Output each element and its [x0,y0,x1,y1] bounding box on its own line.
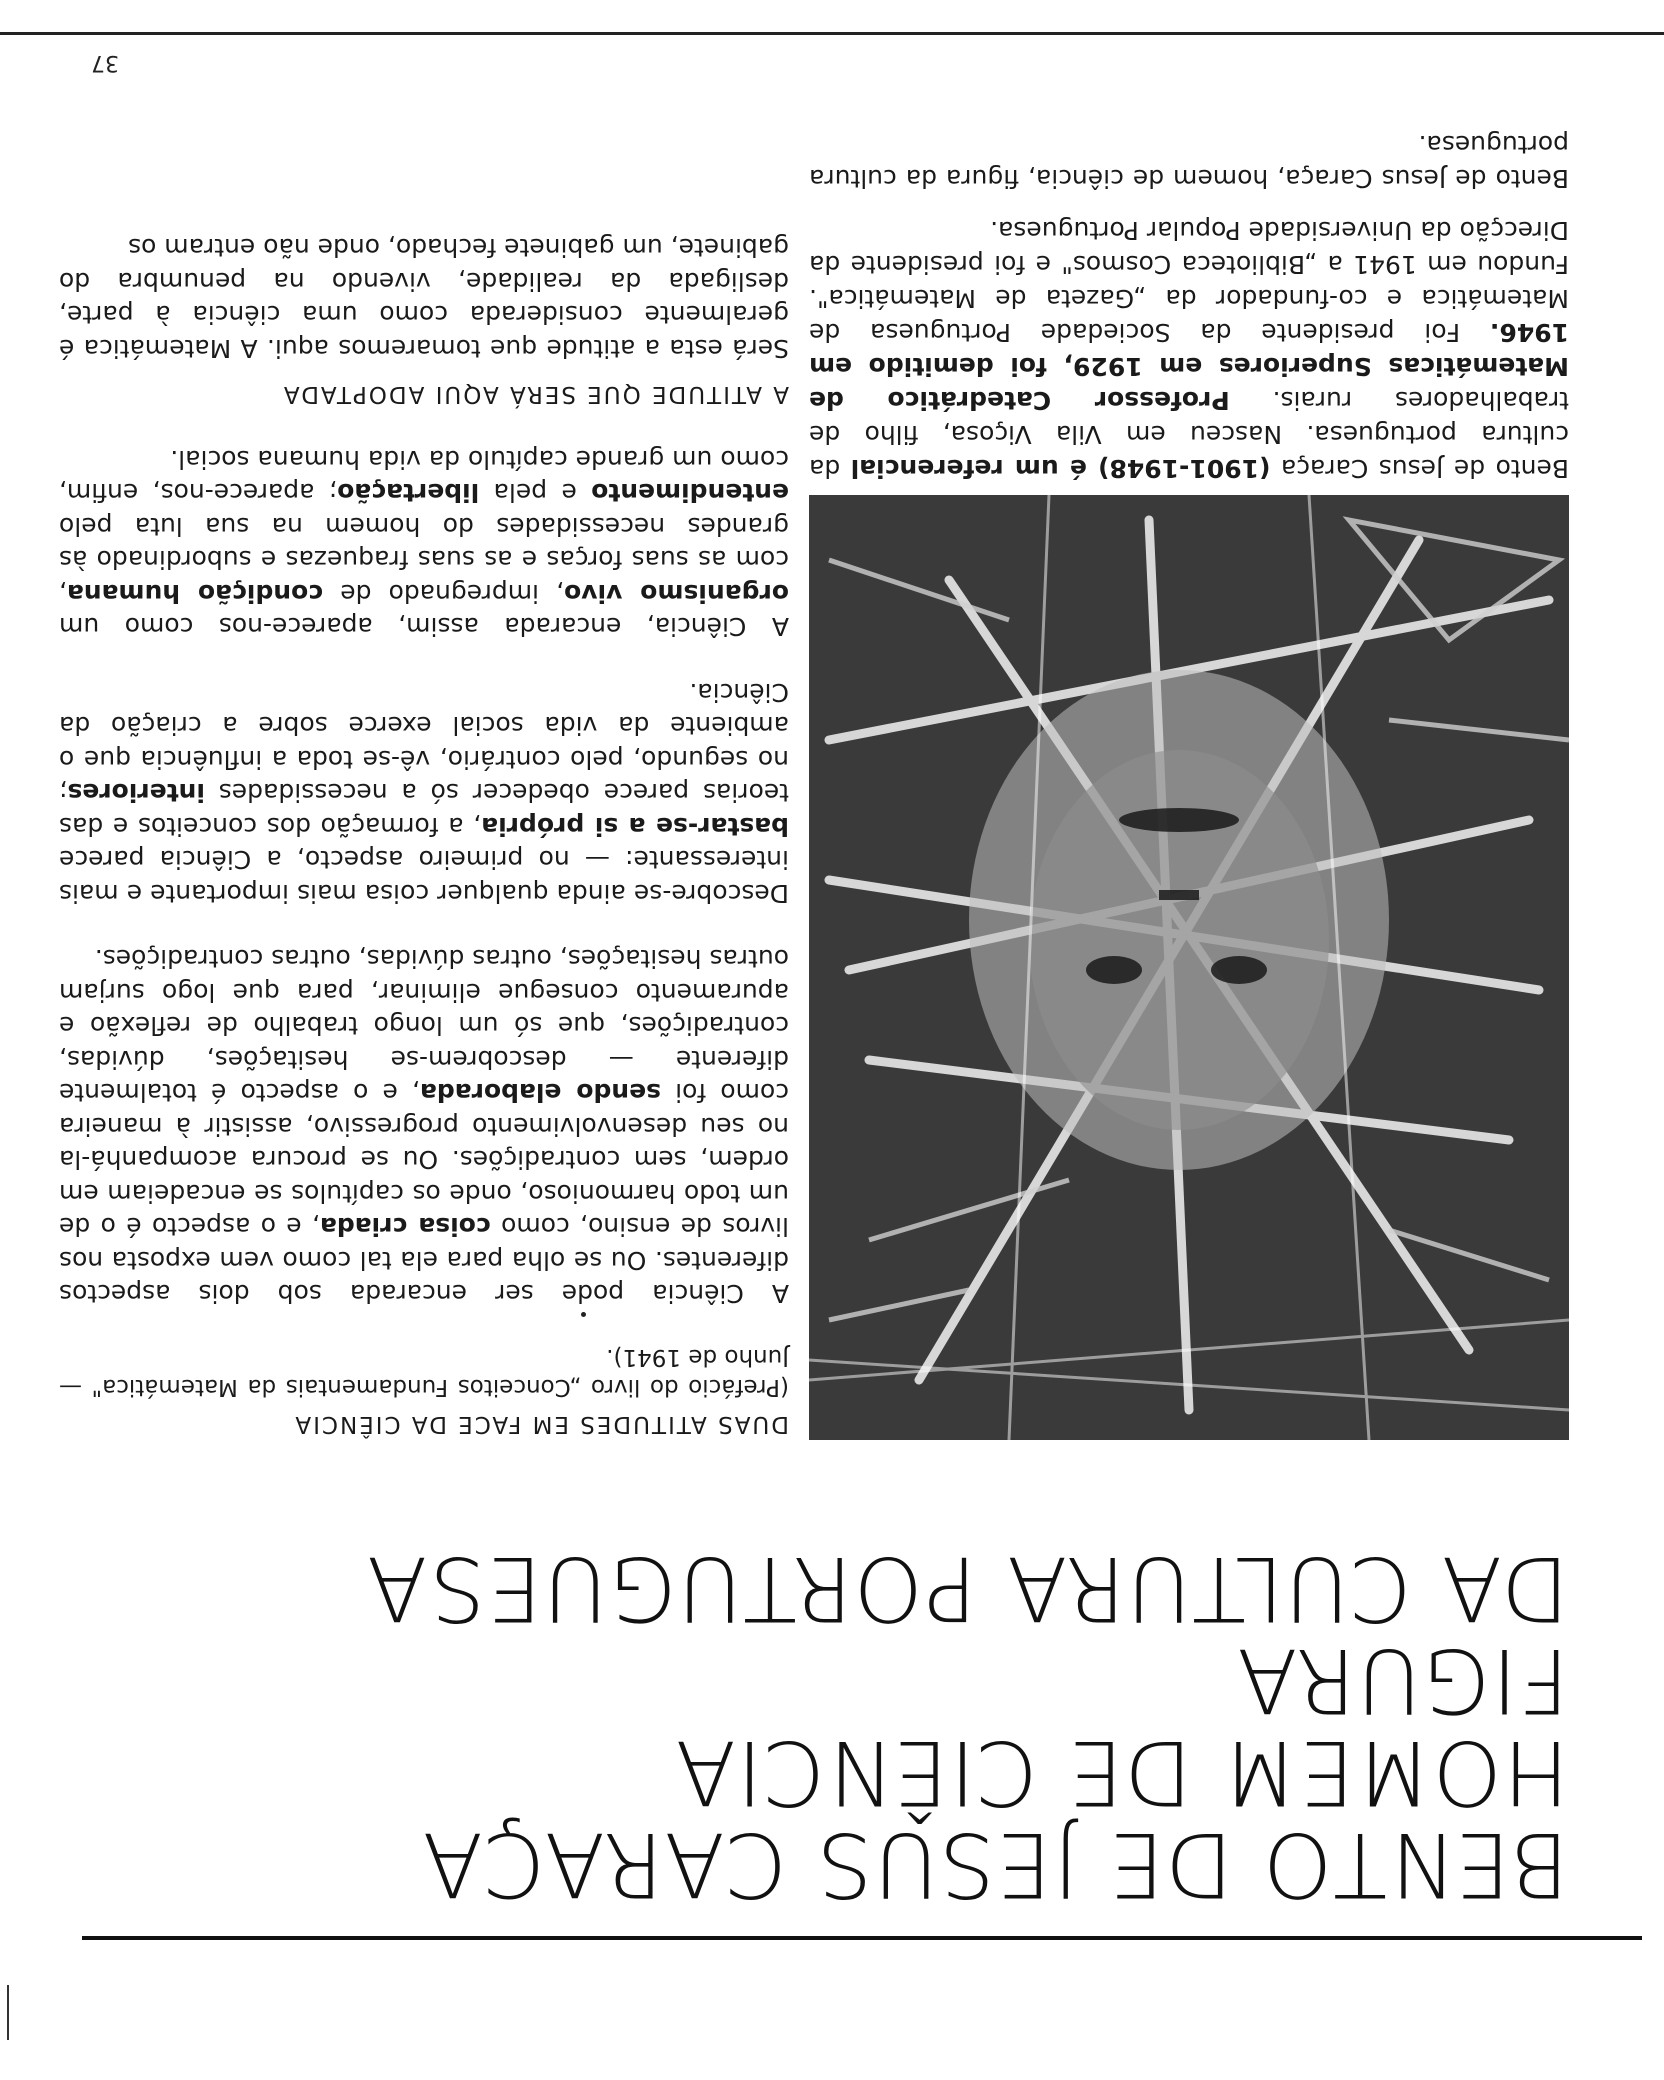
edge-mark [7,1985,9,2040]
horizontal-rule [82,1936,1642,1940]
page-number: 37 [91,50,119,75]
article-body [59,199,789,1440]
title-line-2: HOMEM DE CIÊNCIA [674,1721,1569,1824]
biography-paragraph: Bento de Jesus Caraça (1901-1948) é um referencial da cultura portuguesa. Nasceu em Vila Viçosa, filho de trabalhadores rurais. Professor Catedrático de Matemáticas Superiores em 1929, foi demitido em 1946. Foi presidente da Sociedade Portuguesa de Matemática e co-fundador da „Gazeta de Matemática". Fundou em 1941 a „Biblioteca Cosmos" e foi presidente da Direcção da Universidade Popular Portuguesa. [808,216,1569,483]
citation: (Prefácio do livro „Conceitos Fundamentais da Matemática" — Junho de 1941). [59,1344,789,1401]
section-heading-2: A ATITUDE QUE SERÁ AQUI ADOPTADA [281,381,789,408]
title-line-1: BENTO DE JESUS CARAÇA [421,1813,1569,1916]
paragraph-4: Será esta a atitude que tomaremos aqui. A Matemática é geralmente considerada como uma ciência à parte, desligada da realidade, vivendo na penumbra do gabinete, um gabinete fechado, onde não entram os [59,233,789,363]
page-bottom-edge-line [0,32,1664,35]
paragraph-3: A Ciência, encarada assim, aparece-nos como um organismo vivo, impregnado de condição humana, com as suas forças e as suas fraquezas e subordinado às grandes necessidades do homem na sua luta pelo entendimento e pela libertação; aparece-nos, enfim, como um grande capítulo da vida humana social. [59,445,789,642]
photo-caption: Bento de Jesus Caraça, homem de ciência, figura da cultura portuguesa. [809,130,1569,193]
portrait-photo [809,495,1569,1440]
title-line-4: DA CULTURA PORTUGUESA [365,1537,1569,1640]
paragraph-1: A Ciência pode ser encarada sob dois aspectos diferentes. Ou se olha para ela tal como vem exposta nos livros de ensino, como coisa criada, e o aspecto é o de um todo harmonioso, onde os capítulos se encadeiam em ordem, sem contradições. Ou se procura acompanhá-la no seu desenvolvimento progressivo, assistir à maneira como foi sendo elaborada, e o aspecto é totalmente diferente — descobrem-se hesitações, dúvidas, contradições, que só um longo trabalho de reflexão e apuramento consegue eliminar, para que logo surjam outras hesitações, outras dúvidas, outras contradições. [58,944,789,1309]
biography-sidebar [809,109,1569,485]
section-heading-1: DUAS ATITUDES EM FACE DA CIÊNCIA [293,1411,789,1437]
article-title [69,1537,1569,1916]
paragraph-2: Descobre-se ainda qualquer coisa mais importante e mais interessante: — no primeiro aspecto, a Ciência parece bastar-se a si própria, a formação dos conceitos e das teorias parece obedecer só a necessidades interiores; no segundo, pelo contrário, vê-se toda a influência que o ambiente da vida social exerce sobre a criação da Ciência. [59,678,789,908]
portrait-photo-icon [809,495,1569,1440]
title-line-3: FIGURA [1236,1629,1569,1732]
